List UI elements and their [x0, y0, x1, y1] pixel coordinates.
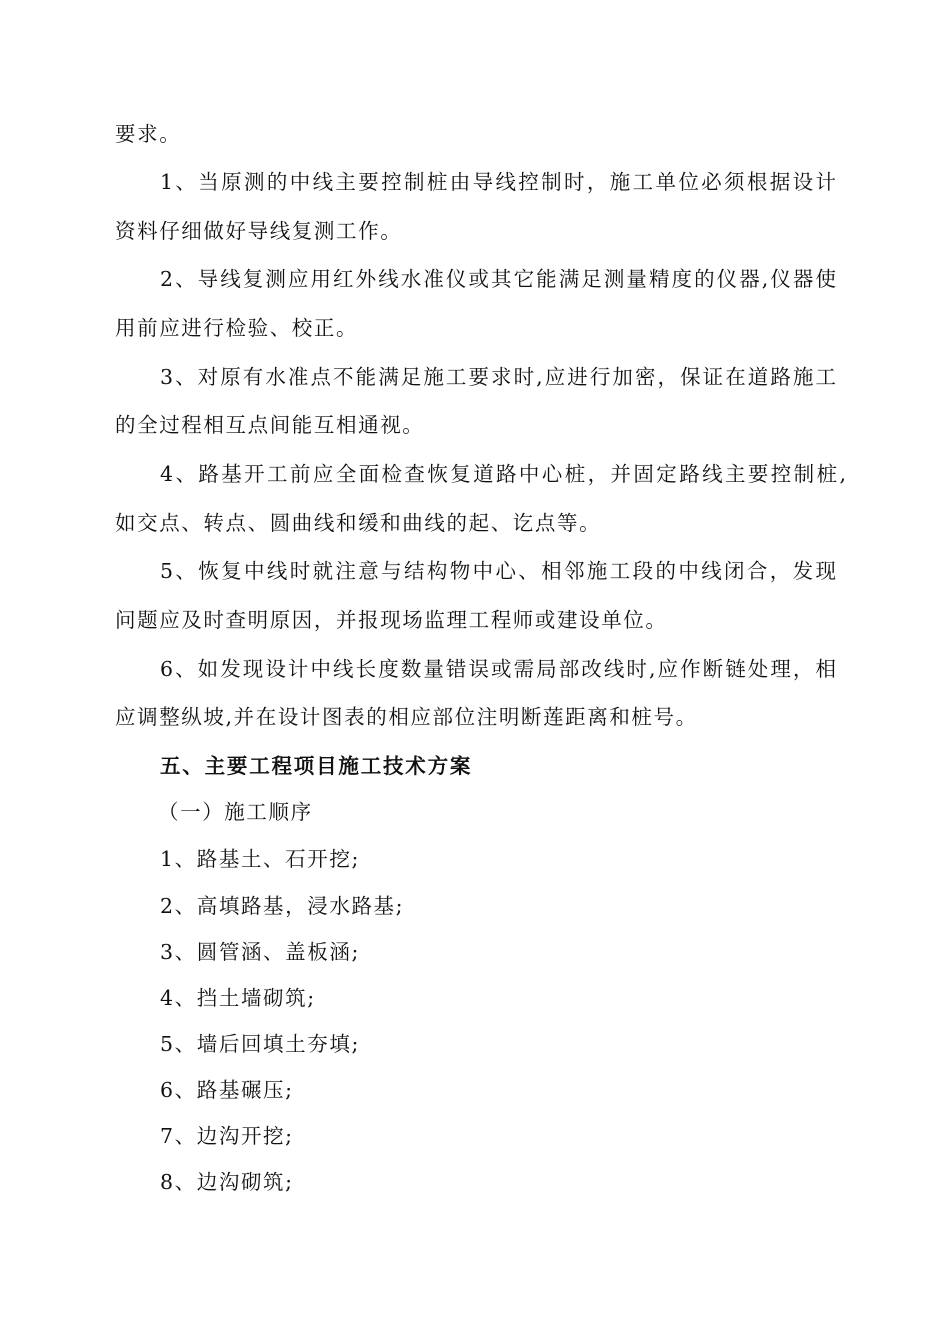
- section-heading: 五、主要工程项目施工技术方案: [160, 754, 473, 778]
- paragraph-line: 1、当原测的中线主要控制桩由导线控制时，施工单位必须根据设计: [160, 170, 836, 194]
- paragraph-line: 问题应及时查明原因，并报现场监理工程师或建设单位。: [115, 608, 668, 632]
- paragraph-line: 6、如发现设计中线长度数量错误或需局部改线时,应作断链处理，相: [160, 657, 836, 681]
- paragraph-line: 要求。: [115, 122, 182, 146]
- list-item: 4、挡土墙砌筑;: [160, 986, 316, 1010]
- paragraph-line: 用前应进行检验、校正。: [115, 316, 359, 340]
- subsection-heading: （一）施工顺序: [158, 800, 313, 824]
- paragraph-line: 资料仔细做好导线复测工作。: [115, 219, 403, 243]
- list-item: 3、圆管涵、盖板涵;: [160, 940, 360, 964]
- paragraph-line: 2、导线复测应用红外线水准仪或其它能满足测量精度的仪器,仪器使: [160, 267, 836, 291]
- paragraph-line: 的全过程相互点间能互相通视。: [115, 413, 425, 437]
- paragraph-line: 应调整纵坡,并在设计图表的相应部位注明断莲距离和桩号。: [115, 705, 698, 729]
- list-item: 6、路基碾压;: [160, 1078, 294, 1102]
- list-item: 8、边沟砌筑;: [160, 1170, 294, 1194]
- list-item: 1、路基土、石开挖;: [160, 847, 360, 871]
- paragraph-line: 3、对原有水准点不能满足施工要求时,应进行加密，保证在道路施工: [160, 365, 836, 389]
- paragraph-line: 5、恢复中线时就注意与结构物中心、相邻施工段的中线闭合，发现: [160, 559, 836, 583]
- paragraph-line: 如交点、转点、圆曲线和缓和曲线的起、讫点等。: [115, 511, 602, 535]
- list-item: 7、边沟开挖;: [160, 1124, 294, 1148]
- list-item: 5、墙后回填土夯填;: [160, 1032, 360, 1056]
- paragraph-line: 4、路基开工前应全面检查恢复道路中心桩，并固定路线主要控制桩,: [160, 462, 846, 486]
- list-item: 2、高填路基，浸水路基;: [160, 894, 405, 918]
